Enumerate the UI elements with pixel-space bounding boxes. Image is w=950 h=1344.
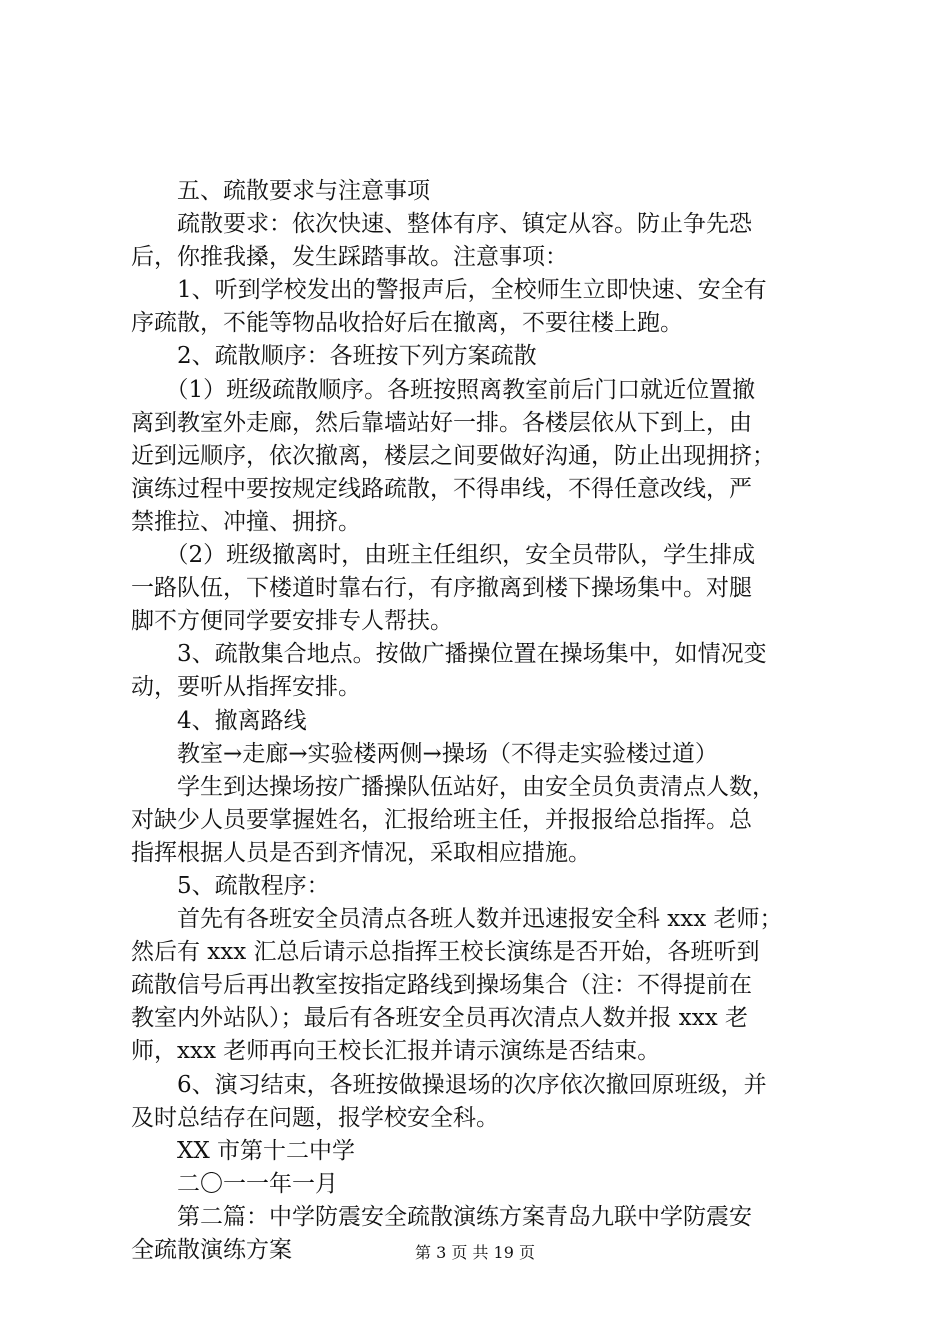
text-line: 5、疏散程序： xyxy=(131,872,330,899)
text-line: （1）班级疏散顺序。各班按照离教室前后门口就近位置撤 xyxy=(131,376,756,403)
text-line: 首先有各班安全员清点各班人数并迅速报安全科 xxx 老师； xyxy=(131,906,783,933)
text-line: 五、疏散要求与注意事项 xyxy=(131,178,430,204)
page-footer xyxy=(0,1243,950,1263)
text-line: 全疏散演练方案 xyxy=(131,1237,292,1263)
text-line: 禁推拉、冲撞、拥挤。 xyxy=(131,508,361,535)
text-line: 教室→走廊→实验楼两侧→操场（不得走实验楼过道） xyxy=(131,740,718,767)
text-line: 师，xxx 老师再向王校长汇报并请示演练是否结束。 xyxy=(131,1038,661,1065)
text-line: 然后有 xxx 汇总后请示总指挥王校长演练是否开始，各班听到 xyxy=(131,939,760,966)
text-line: 后，你推我搡，发生踩踏事故。注意事项： xyxy=(131,244,568,271)
text-line: 脚不方便同学要安排专人帮扶。 xyxy=(131,608,453,635)
text-line: 指挥根据人员是否到齐情况，采取相应措施。 xyxy=(131,839,591,866)
text-line: 学生到达操场按广播操队伍站好，由安全员负责清点人数， xyxy=(131,773,775,800)
text-line: 第二篇：中学防震安全疏散演练方案青岛九联中学防震安 xyxy=(131,1203,752,1230)
text-line: 对缺少人员要掌握姓名，汇报给班主任，并报报给总指挥。总 xyxy=(131,806,752,833)
text-line: 近到远顺序，依次撤离，楼层之间要做好沟通，防止出现拥挤； xyxy=(131,442,775,469)
text-line: 演练过程中要按规定线路疏散，不得串线，不得任意改线，严 xyxy=(131,475,752,502)
text-line: 6、演习结束，各班按做操退场的次序依次撤回原班级，并 xyxy=(131,1071,767,1098)
text-line: 1、听到学校发出的警报声后，全校师生立即快速、安全有 xyxy=(131,277,767,304)
text-line: 教室内外站队）；最后有各班安全员再次清点人数并报 xxx 老 xyxy=(131,1005,749,1032)
text-line: 及时总结存在问题，报学校安全科。 xyxy=(131,1104,499,1131)
text-line: 疏散要求：依次快速、整体有序、镇定从容。防止争先恐 xyxy=(131,211,752,238)
text-line: XX 市第十二中学 xyxy=(131,1137,356,1164)
text-line: 二〇一一年一月 xyxy=(131,1170,338,1197)
document-body xyxy=(131,175,831,1267)
text-line: 疏散信号后再出教室按指定路线到操场集合（注：不得提前在 xyxy=(131,972,752,999)
text-line: 一路队伍，下楼道时靠右行，有序撤离到楼下操场集中。对腿 xyxy=(131,575,752,602)
text-line: 3、疏散集合地点。按做广播操位置在操场集中，如情况变 xyxy=(131,641,767,668)
text-line: 序疏散，不能等物品收拾好后在撤离，不要往楼上跑。 xyxy=(131,310,683,337)
page-number: 第 3 页 共 19 页 xyxy=(415,1243,535,1262)
text-line: 2、疏散顺序：各班按下列方案疏散 xyxy=(131,343,537,370)
text-line: （2）班级撤离时，由班主任组织，安全员带队，学生排成 xyxy=(131,542,756,569)
text-line: 动，要听从指挥安排。 xyxy=(131,674,361,701)
text-line: 4、撤离路线 xyxy=(131,707,307,734)
text-line: 离到教室外走廊，然后靠墙站好一排。各楼层依从下到上，由 xyxy=(131,409,752,436)
